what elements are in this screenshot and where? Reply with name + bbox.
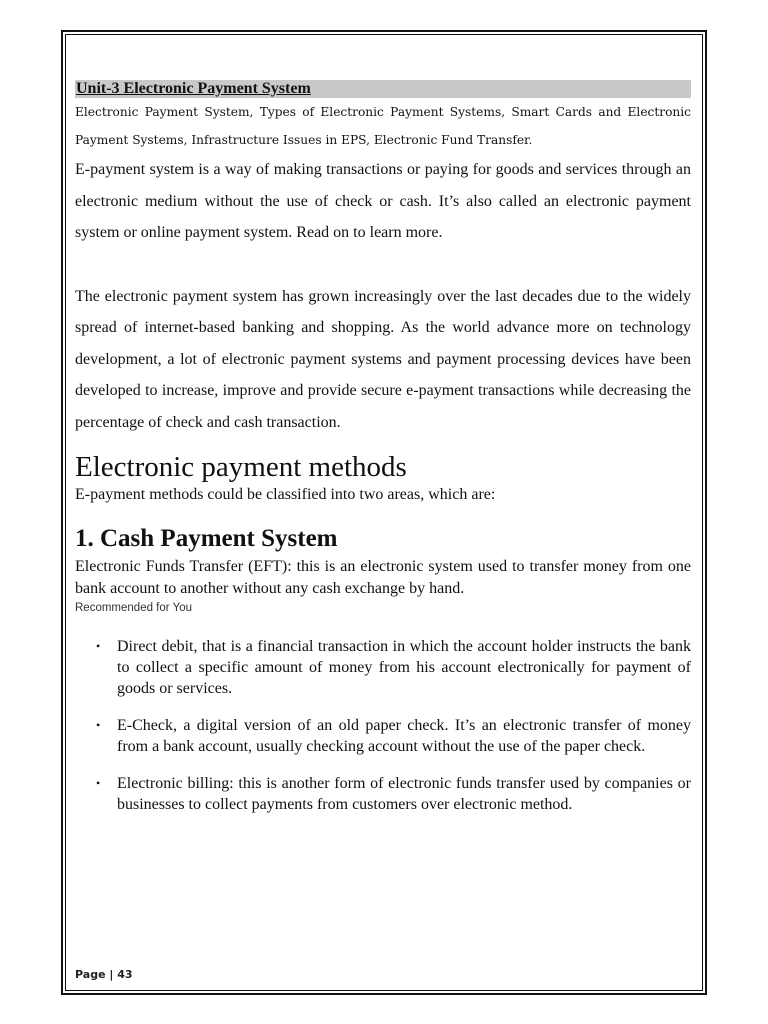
bullet-icon: • [96, 776, 101, 790]
list-item-text: E-Check, a digital version of an old paper check. It’s an electronic transfer of money from a bank account, usually checking account without the use of the paper check. [117, 717, 691, 755]
recommended-link[interactable]: Recommended for You [75, 602, 192, 614]
page-content [75, 80, 691, 831]
methods-heading: Electronic payment methods [75, 451, 407, 483]
list-item [75, 715, 691, 757]
methods-intro: E-payment methods could be classified into two areas, which are: [75, 486, 496, 503]
unit-title: Unit-3 Electronic Payment System [75, 80, 691, 98]
list-item-text: Electronic billing: this is another form of electronic funds transfer used by companies or businesses to collect payments from customers over electronic method. [117, 775, 691, 813]
list-item-text: Direct debit, that is a financial transaction in which the account holder instructs the bank to collect a specific amount of money from his account electronically for payment of goods or services. [117, 638, 691, 697]
intro-paragraph: E-payment system is a way of making transactions or paying for goods and services through an electronic medium without the use of check or cash. It’s also called an electronic payment system or online payment system. Read on to learn more. [75, 161, 691, 241]
list-item [75, 773, 691, 815]
syllabus-topics: Electronic Payment System, Types of Electronic Payment Systems, Smart Cards and Electronic Payment Systems, Infrastructure Issues in EPS, Electronic Fund Transfer. [75, 105, 691, 147]
bullet-icon: • [96, 718, 101, 732]
payment-types-list [75, 636, 691, 815]
cash-payment-heading: 1. Cash Payment System [75, 525, 338, 552]
page-number-footer: Page | 43 [75, 968, 133, 981]
paragraph-gap [75, 249, 691, 281]
bullet-icon: • [96, 639, 101, 653]
list-item [75, 636, 691, 699]
eft-paragraph: Electronic Funds Transfer (EFT): this is an electronic system used to transfer money from one bank account to another without any cash exchange by hand. [75, 558, 691, 597]
growth-paragraph: The electronic payment system has grown increasingly over the last decades due to the widely spread of internet-based banking and shopping. As the world advance more on technology development, a lot of electronic payment systems and payment processing devices have been developed to increase, improve and provide secure e-payment transactions while decreasing the percentage of check and cash transaction. [75, 287, 691, 431]
